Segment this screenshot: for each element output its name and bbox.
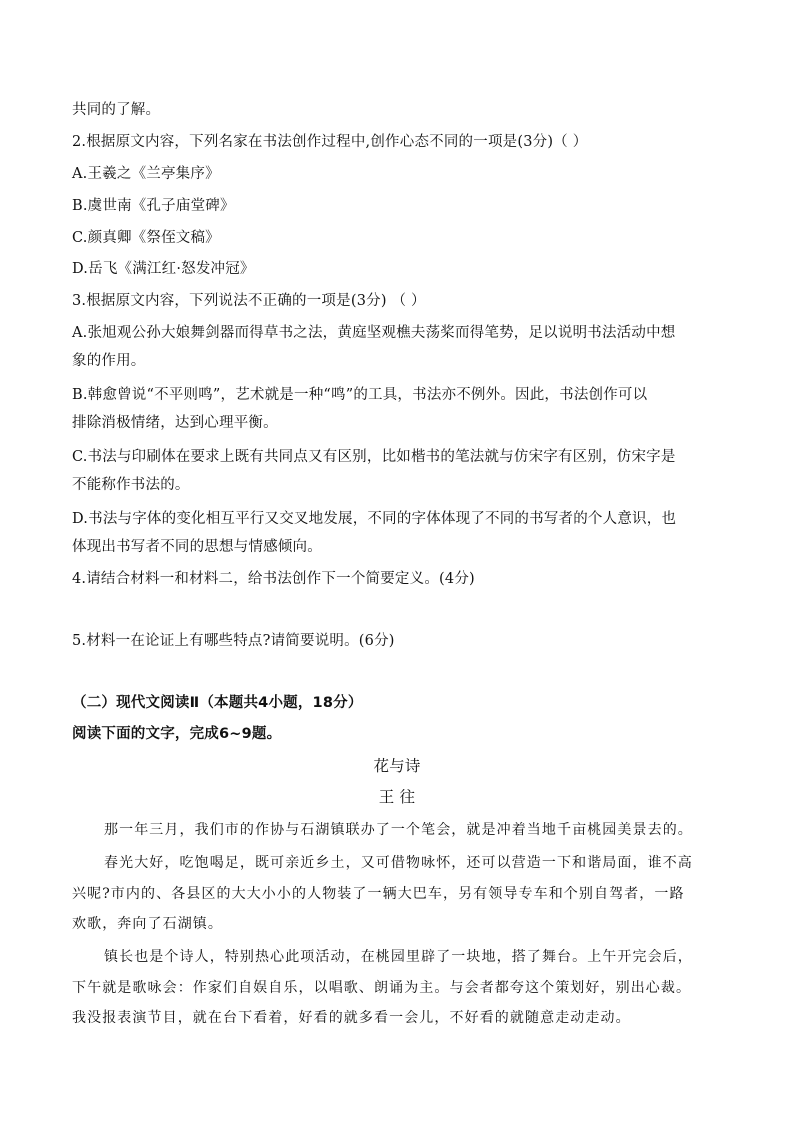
article-title: 花与诗 xyxy=(373,757,421,775)
question-2-option-b: B.虞世南《孔子庙堂碑》 xyxy=(72,198,235,214)
question-2-option-c: C.颜真卿《祭侄文稿》 xyxy=(72,230,220,246)
question-3-option-c-line1: C.书法与印刷体在要求上既有共同点又有区别，比如楷书的笔法就与仿宋字有区别，仿宋字是 xyxy=(72,449,676,465)
question-3-option-b-line1: B.韩愈曾说“不平则鸣”，艺术就是一种“鸣”的工具，书法亦不例外。因此，书法创作可以 xyxy=(72,387,648,403)
article-author: 王 往 xyxy=(378,788,416,806)
question-2-stem: 2.根据原文内容，下列名家在书法创作过程中,创作心态不同的一项是(3分)（ ） xyxy=(72,134,588,150)
question-3-option-d-line2: 体现出书写者不同的思想与情感倾向。 xyxy=(72,539,322,555)
question-2-option-a: A.王羲之《兰亭集序》 xyxy=(72,166,220,182)
article-paragraph-3-line1: 镇长也是个诗人，特别热心此项活动，在桃园里辟了一块地，搭了舞台。上午开完会后， xyxy=(104,949,693,965)
article-paragraph-1: 那一年三月，我们市的作协与石湖镇联办了一个笔会，就是冲着当地千亩桃园美景去的。 xyxy=(104,822,693,838)
article-paragraph-3-line2: 下午就是歌咏会：作家们自娱自乐，以唱歌、朗诵为主。与会者都夸这个策划好，别出心裁。 xyxy=(72,980,692,996)
section-instruction: 阅读下面的文字，完成6~9题。 xyxy=(72,726,282,742)
article-paragraph-2-line2: 兴呢?市内的、各县区的大大小小的人物装了一辆大巴车，另有领导专车和个别自驾者，一路 xyxy=(72,886,685,902)
question-2-option-d: D.岳飞《满江红·怒发冲冠》 xyxy=(72,261,255,277)
article-paragraph-2-line3: 欢歌，奔向了石湖镇。 xyxy=(72,916,223,932)
question-4: 4.请结合材料一和材料二，给书法创作下一个简要定义。(4分) xyxy=(72,571,475,587)
question-3-option-d-line1: D.书法与字体的变化相互平行又交叉地发展，不同的字体体现了不同的书写者的个人意识，也 xyxy=(72,511,677,527)
question-3-option-b-line2: 排除消极情绪，达到心理平衡。 xyxy=(72,415,278,431)
question-3-option-c-line2: 不能称作书法的。 xyxy=(72,477,190,493)
article-paragraph-3-line3: 我没报表演节目，就在台下看着，好看的就多看一会儿，不好看的就随意走动走动。 xyxy=(72,1010,631,1026)
question-3-stem: 3.根据原文内容，下列说法不正确的一项是(3分) （ ） xyxy=(72,293,426,309)
continuation-line: 共同的了解。 xyxy=(72,102,161,118)
article-paragraph-2-line1: 春光大好，吃饱喝足，既可亲近乡土，又可借物咏怀，还可以营造一下和谐局面，谁不高 xyxy=(104,855,693,871)
section-heading: （二）现代文阅读Ⅱ（本题共4小题，18分） xyxy=(72,695,363,711)
question-5: 5.材料一在论证上有哪些特点?请简要说明。(6分) xyxy=(72,633,395,649)
question-3-option-a-line2: 象的作用。 xyxy=(72,353,146,369)
question-3-option-a-line1: A.张旭观公孙大娘舞剑器而得草书之法，黄庭坚观樵夫荡桨而得笔势，足以说明书法活动中想 xyxy=(72,325,676,341)
